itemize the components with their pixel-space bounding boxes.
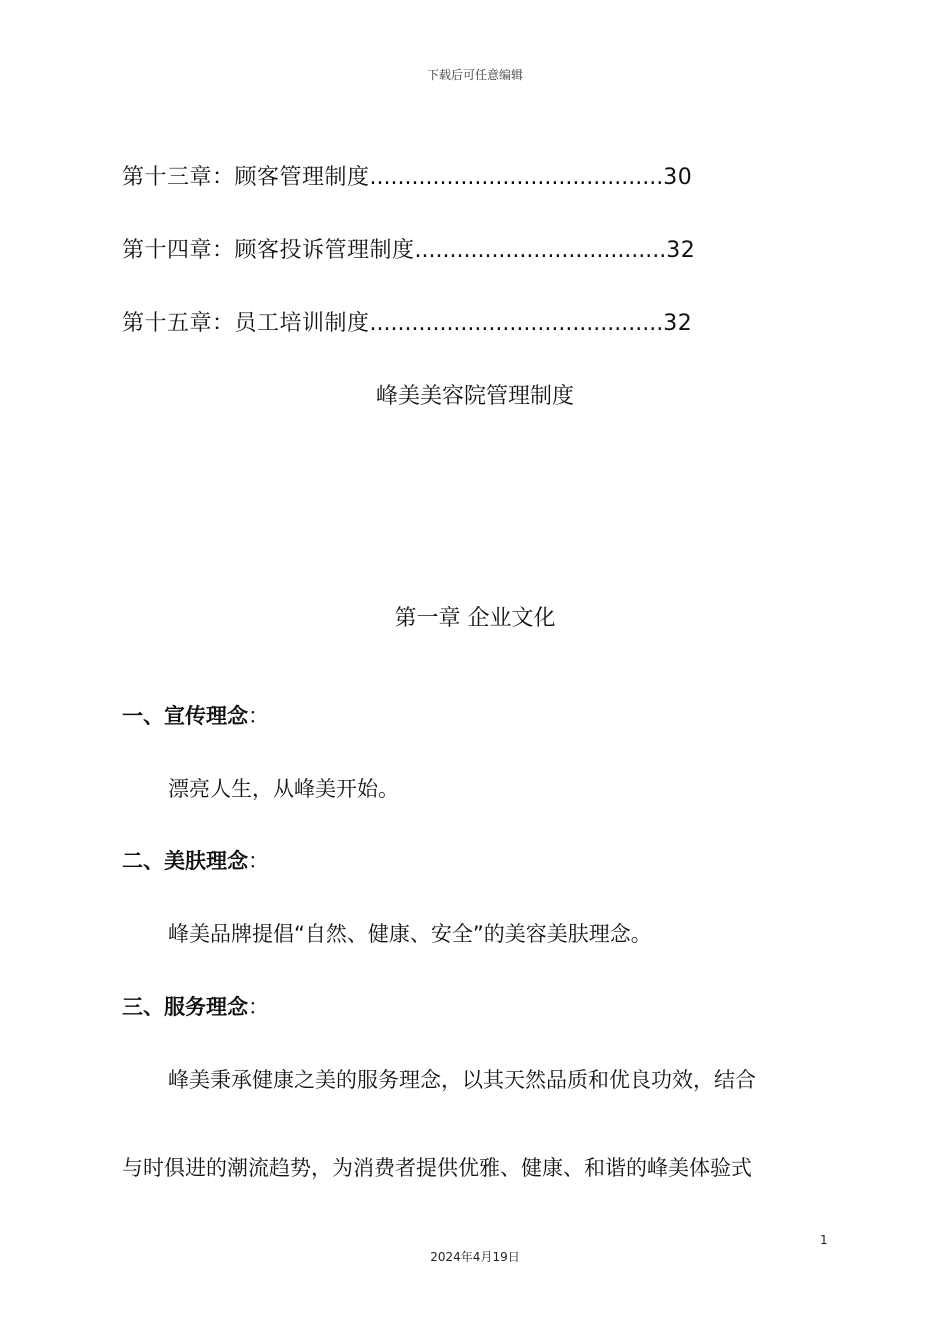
section-body-skincare: 峰美品牌提倡“自然、健康、安全”的美容美肤理念。 [168,922,652,946]
page-number: 1 [820,1233,828,1247]
section-heading-colon: ： [248,995,269,1019]
toc-page-number: 30 [663,165,693,190]
toc-entry-label: 第十三章：顾客管理制度 [122,165,370,190]
footer-date: 2024年4月19日 [430,1250,520,1264]
toc-page-number: 32 [666,238,696,263]
chapter-heading: 第一章 企业文化 [394,606,556,631]
section-heading-colon: ： [248,849,269,873]
section-heading-service [122,991,269,1021]
toc-entry-label: 第十五章：员工培训制度 [122,311,370,336]
document-title: 峰美美容院管理制度 [375,384,574,409]
page-header: 下载后可任意编辑 [426,68,523,82]
toc-leader-dots: .................................... [414,238,667,263]
toc-leader-dots: .......................................... [369,311,664,336]
section-heading-text: 一、宣传理念 [122,704,248,728]
toc-entry-label: 第十四章：顾客投诉管理制度 [122,238,415,263]
toc-entry-15[interactable] [122,306,692,337]
section-heading-skincare [122,845,269,875]
section-body-service-line1: 峰美秉承健康之美的服务理念，以其天然品质和优良功效，结合 [168,1068,756,1092]
section-heading-promotion [122,700,269,730]
section-heading-text: 三、服务理念 [122,995,248,1019]
section-body-service-line2: 与时俱进的潮流趋势，为消费者提供优雅、健康、和谐的峰美体验式 [122,1156,752,1180]
toc-entry-14[interactable] [122,233,695,264]
toc-entry-13[interactable] [122,160,692,191]
section-heading-text: 二、美肤理念 [122,849,248,873]
toc-page-number: 32 [663,311,693,336]
section-heading-colon: ： [248,704,269,728]
section-body-promotion: 漂亮人生，从峰美开始。 [168,777,399,801]
toc-leader-dots: .......................................... [369,165,664,190]
